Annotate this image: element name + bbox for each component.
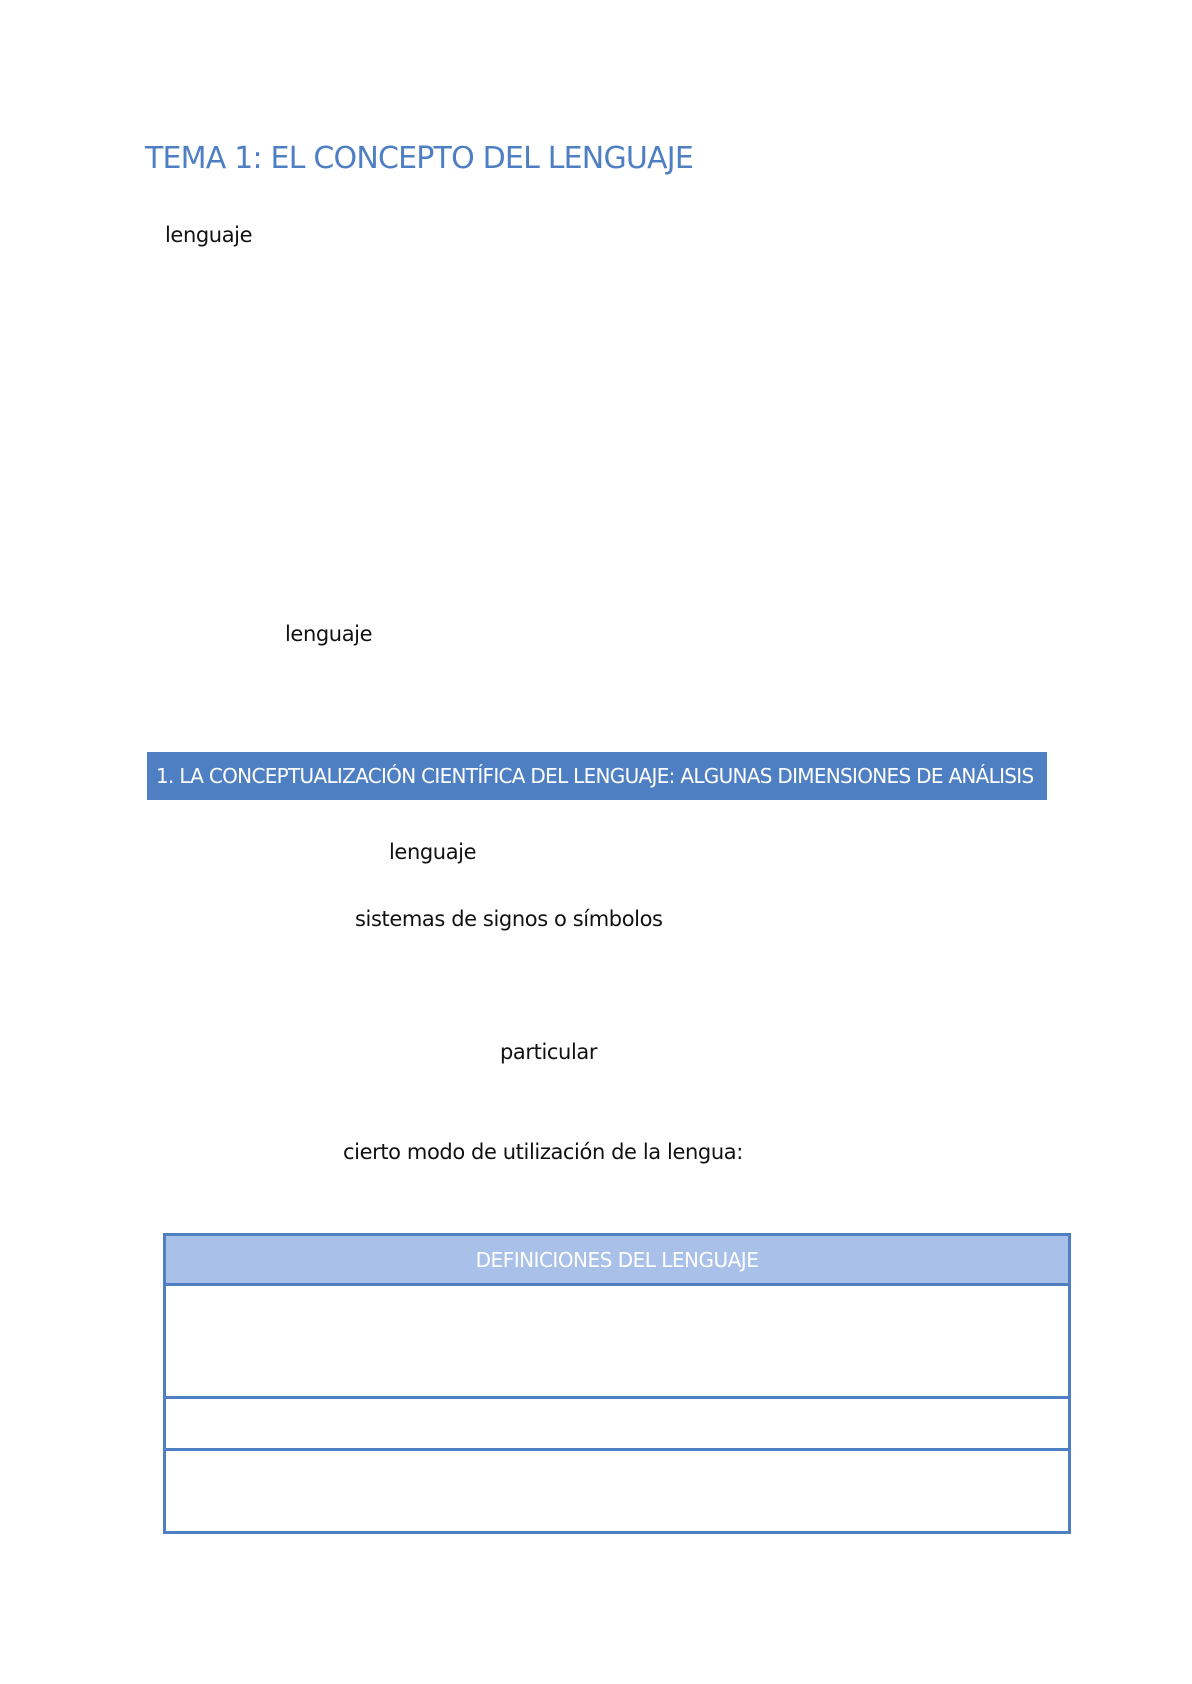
definitions-table-row — [166, 1451, 1068, 1531]
section-heading: 1. LA CONCEPTUALIZACIÓN CIENTÍFICA DEL LENGUAJE: ALGUNAS DIMENSIONES DE ANÁLISIS — [156, 764, 1034, 788]
section-heading-bar — [147, 752, 1047, 800]
definitions-table-row — [166, 1399, 1068, 1451]
definitions-table — [163, 1233, 1071, 1534]
definitions-table-header — [166, 1236, 1068, 1286]
intro-term-lenguaje-2: lenguaje — [285, 622, 373, 646]
section-term-cierto-modo: cierto modo de utilización de la lengua: — [343, 1140, 743, 1164]
section-term-lenguaje: lenguaje — [389, 840, 477, 864]
intro-term-lenguaje-1: lenguaje — [165, 223, 253, 247]
definitions-table-header-label: DEFINICIONES DEL LENGUAJE — [475, 1247, 759, 1272]
section-term-sistemas-de-signos: sistemas de signos o símbolos — [355, 907, 663, 931]
section-term-particular: particular — [500, 1040, 598, 1064]
definitions-table-row — [166, 1286, 1068, 1399]
page-title: TEMA 1: EL CONCEPTO DEL LENGUAJE — [145, 141, 693, 176]
